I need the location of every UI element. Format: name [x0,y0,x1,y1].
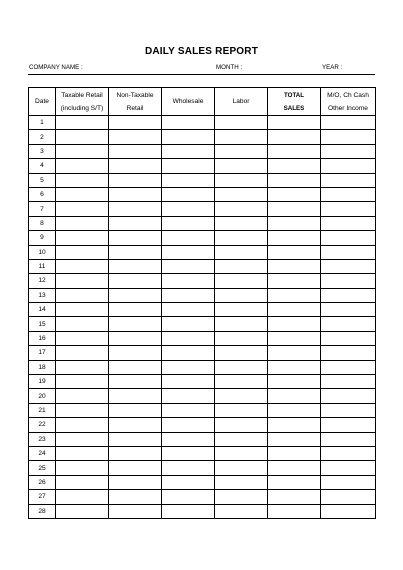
table-row [29,130,376,144]
entry-cell-wholesale[interactable] [162,159,215,173]
entry-cell-total-sales[interactable] [268,130,321,144]
column-header-other-income [321,88,376,116]
table-row [29,446,376,460]
entry-cell-non-taxable-retail[interactable] [109,245,162,259]
entry-cell-taxable-retail[interactable] [56,303,109,317]
entry-cell-non-taxable-retail[interactable] [109,288,162,302]
entry-cell-non-taxable-retail[interactable] [109,116,162,130]
entry-cell-total-sales[interactable] [268,317,321,331]
entry-cell-non-taxable-retail[interactable] [109,461,162,475]
entry-cell-labor[interactable] [215,432,268,446]
entry-cell-total-sales[interactable] [268,144,321,158]
column-header-wholesale [162,88,215,116]
entry-cell-other-income[interactable] [321,173,376,187]
entry-cell-labor[interactable] [215,303,268,317]
column-header-line1: Wholesale [172,98,204,105]
entry-cell-labor[interactable] [215,461,268,475]
column-header-line2: Other Income [328,104,368,112]
entry-cell-other-income[interactable] [321,159,376,173]
entry-cell-wholesale[interactable] [162,216,215,230]
table-row [29,389,376,403]
table-row [29,504,376,518]
table-row [29,490,376,504]
entry-cell-labor[interactable] [215,346,268,360]
entry-cell-wholesale[interactable] [162,389,215,403]
entry-cell-labor[interactable] [215,130,268,144]
sales-table [28,87,376,519]
entry-cell-labor[interactable] [215,202,268,216]
entry-cell-non-taxable-retail[interactable] [109,504,162,518]
entry-cell-non-taxable-retail[interactable] [109,231,162,245]
entry-cell-non-taxable-retail[interactable] [109,346,162,360]
entry-cell-non-taxable-retail[interactable] [109,274,162,288]
entry-cell-labor[interactable] [215,116,268,130]
entry-cell-taxable-retail[interactable] [56,159,109,173]
entry-cell-total-sales[interactable] [268,375,321,389]
entry-cell-non-taxable-retail[interactable] [109,446,162,460]
entry-cell-other-income[interactable] [321,403,376,417]
entry-cell-taxable-retail[interactable] [56,331,109,345]
entry-cell-taxable-retail[interactable] [56,475,109,489]
entry-cell-labor[interactable] [215,475,268,489]
column-header-line2: Retail [126,104,144,112]
entry-cell-total-sales[interactable] [268,303,321,317]
entry-cell-wholesale[interactable] [162,461,215,475]
table-row [29,259,376,273]
entry-cell-taxable-retail[interactable] [56,432,109,446]
entry-cell-labor[interactable] [215,173,268,187]
table-row [29,418,376,432]
entry-cell-wholesale[interactable] [162,446,215,460]
date-cell: 18 [29,360,56,374]
column-header-total-sales [268,88,321,116]
entry-cell-total-sales[interactable] [268,331,321,345]
entry-cell-taxable-retail[interactable] [56,504,109,518]
column-header-line1: TOTAL [283,91,305,99]
entry-cell-non-taxable-retail[interactable] [109,360,162,374]
date-cell: 17 [29,346,56,360]
entry-cell-other-income[interactable] [321,475,376,489]
entry-cell-total-sales[interactable] [268,187,321,201]
entry-cell-non-taxable-retail[interactable] [109,216,162,230]
date-cell: 5 [29,173,56,187]
table-body [29,116,376,519]
entry-cell-other-income[interactable] [321,461,376,475]
date-cell: 3 [29,144,56,158]
entry-cell-taxable-retail[interactable] [56,245,109,259]
date-cell: 15 [29,317,56,331]
entry-cell-other-income[interactable] [321,216,376,230]
table-row [29,187,376,201]
entry-cell-total-sales[interactable] [268,432,321,446]
entry-cell-other-income[interactable] [321,303,376,317]
date-cell: 13 [29,288,56,302]
entry-cell-wholesale[interactable] [162,403,215,417]
entry-cell-total-sales[interactable] [268,504,321,518]
column-header-line2: SALES [283,104,305,112]
entry-cell-taxable-retail[interactable] [56,274,109,288]
entry-cell-non-taxable-retail[interactable] [109,173,162,187]
entry-cell-labor[interactable] [215,159,268,173]
entry-cell-other-income[interactable] [321,432,376,446]
entry-cell-other-income[interactable] [321,490,376,504]
entry-cell-wholesale[interactable] [162,360,215,374]
entry-cell-labor[interactable] [215,418,268,432]
date-cell: 26 [29,475,56,489]
entry-cell-labor[interactable] [215,331,268,345]
entry-cell-wholesale[interactable] [162,375,215,389]
entry-cell-taxable-retail[interactable] [56,202,109,216]
entry-cell-taxable-retail[interactable] [56,403,109,417]
entry-cell-other-income[interactable] [321,288,376,302]
entry-cell-non-taxable-retail[interactable] [109,202,162,216]
table-row [29,159,376,173]
table-row [29,216,376,230]
table-row [29,432,376,446]
entry-cell-wholesale[interactable] [162,202,215,216]
table-row [29,331,376,345]
entry-cell-labor[interactable] [215,259,268,273]
entry-cell-total-sales[interactable] [268,346,321,360]
entry-cell-total-sales[interactable] [268,116,321,130]
entry-cell-non-taxable-retail[interactable] [109,130,162,144]
column-header-line1: Date [35,98,49,105]
column-header-line1: Taxable Retail [61,91,103,99]
entry-cell-non-taxable-retail[interactable] [109,144,162,158]
entry-cell-other-income[interactable] [321,274,376,288]
entry-cell-other-income[interactable] [321,245,376,259]
entry-cell-labor[interactable] [215,403,268,417]
entry-cell-taxable-retail[interactable] [56,446,109,460]
date-cell: 12 [29,274,56,288]
entry-cell-total-sales[interactable] [268,446,321,460]
date-cell: 8 [29,216,56,230]
table-row [29,461,376,475]
entry-cell-total-sales[interactable] [268,173,321,187]
entry-cell-labor[interactable] [215,187,268,201]
entry-cell-total-sales[interactable] [268,475,321,489]
entry-cell-total-sales[interactable] [268,288,321,302]
table-row [29,144,376,158]
table-row [29,274,376,288]
column-header-labor [215,88,268,116]
month-label: MONTH : [216,64,243,71]
entry-cell-other-income[interactable] [321,346,376,360]
entry-cell-wholesale[interactable] [162,130,215,144]
entry-cell-other-income[interactable] [321,130,376,144]
entry-cell-taxable-retail[interactable] [56,375,109,389]
entry-cell-total-sales[interactable] [268,159,321,173]
entry-cell-non-taxable-retail[interactable] [109,303,162,317]
entry-cell-labor[interactable] [215,216,268,230]
date-cell: 10 [29,245,56,259]
entry-cell-wholesale[interactable] [162,274,215,288]
entry-cell-non-taxable-retail[interactable] [109,432,162,446]
table-row [29,173,376,187]
entry-cell-non-taxable-retail[interactable] [109,187,162,201]
date-cell: 28 [29,504,56,518]
company-name-label: COMPANY NAME : [29,64,83,71]
date-cell: 16 [29,331,56,345]
entry-cell-wholesale[interactable] [162,475,215,489]
date-cell: 9 [29,231,56,245]
column-header-date [29,88,56,116]
entry-cell-total-sales[interactable] [268,389,321,403]
entry-cell-wholesale[interactable] [162,346,215,360]
date-cell: 19 [29,375,56,389]
date-cell: 14 [29,303,56,317]
table-row [29,317,376,331]
date-cell: 27 [29,490,56,504]
entry-cell-taxable-retail[interactable] [56,216,109,230]
table-row [29,346,376,360]
date-cell: 21 [29,403,56,417]
entry-cell-other-income[interactable] [321,116,376,130]
entry-cell-wholesale[interactable] [162,418,215,432]
entry-cell-taxable-retail[interactable] [56,360,109,374]
table-row [29,375,376,389]
entry-cell-wholesale[interactable] [162,144,215,158]
entry-cell-other-income[interactable] [321,446,376,460]
entry-cell-total-sales[interactable] [268,231,321,245]
entry-cell-wholesale[interactable] [162,490,215,504]
entry-cell-taxable-retail[interactable] [56,389,109,403]
entry-cell-wholesale[interactable] [162,231,215,245]
entry-cell-labor[interactable] [215,231,268,245]
entry-cell-non-taxable-retail[interactable] [109,375,162,389]
entry-cell-other-income[interactable] [321,331,376,345]
entry-cell-total-sales[interactable] [268,418,321,432]
entry-cell-non-taxable-retail[interactable] [109,475,162,489]
entry-cell-non-taxable-retail[interactable] [109,490,162,504]
date-cell: 2 [29,130,56,144]
entry-cell-other-income[interactable] [321,375,376,389]
entry-cell-wholesale[interactable] [162,303,215,317]
entry-cell-total-sales[interactable] [268,216,321,230]
date-cell: 4 [29,159,56,173]
entry-cell-taxable-retail[interactable] [56,490,109,504]
entry-cell-labor[interactable] [215,317,268,331]
table-row [29,288,376,302]
entry-cell-taxable-retail[interactable] [56,418,109,432]
date-cell: 22 [29,418,56,432]
entry-cell-non-taxable-retail[interactable] [109,331,162,345]
column-header-line1: Labor [232,98,250,105]
table-row [29,202,376,216]
entry-cell-taxable-retail[interactable] [56,173,109,187]
entry-cell-other-income[interactable] [321,389,376,403]
entry-cell-labor[interactable] [215,360,268,374]
entry-cell-labor[interactable] [215,504,268,518]
entry-cell-wholesale[interactable] [162,245,215,259]
entry-cell-taxable-retail[interactable] [56,130,109,144]
entry-cell-taxable-retail[interactable] [56,187,109,201]
entry-cell-taxable-retail[interactable] [56,461,109,475]
table-row [29,360,376,374]
column-header-line1: M/O, Ch Cash [327,91,369,99]
entry-cell-labor[interactable] [215,490,268,504]
date-cell: 23 [29,432,56,446]
entry-cell-wholesale[interactable] [162,331,215,345]
column-header-line2: (including S/T) [60,104,104,112]
entry-cell-taxable-retail[interactable] [56,317,109,331]
entry-cell-non-taxable-retail[interactable] [109,389,162,403]
entry-cell-labor[interactable] [215,274,268,288]
entry-cell-total-sales[interactable] [268,403,321,417]
entry-cell-total-sales[interactable] [268,259,321,273]
table-row [29,116,376,130]
entry-cell-taxable-retail[interactable] [56,288,109,302]
entry-cell-non-taxable-retail[interactable] [109,317,162,331]
entry-cell-taxable-retail[interactable] [56,259,109,273]
entry-cell-wholesale[interactable] [162,504,215,518]
entry-cell-other-income[interactable] [321,187,376,201]
entry-cell-total-sales[interactable] [268,202,321,216]
date-cell: 7 [29,202,56,216]
column-header-line1: Non-Taxable [116,91,154,99]
entry-cell-other-income[interactable] [321,504,376,518]
entry-cell-taxable-retail[interactable] [56,116,109,130]
entry-cell-total-sales[interactable] [268,274,321,288]
entry-cell-wholesale[interactable] [162,432,215,446]
entry-cell-taxable-retail[interactable] [56,144,109,158]
entry-cell-other-income[interactable] [321,317,376,331]
table-header-row [29,88,376,116]
entry-cell-wholesale[interactable] [162,187,215,201]
year-label: YEAR : [322,64,343,71]
date-cell: 24 [29,446,56,460]
table-row [29,403,376,417]
entry-cell-taxable-retail[interactable] [56,231,109,245]
entry-cell-wholesale[interactable] [162,116,215,130]
entry-cell-other-income[interactable] [321,418,376,432]
entry-cell-wholesale[interactable] [162,173,215,187]
entry-cell-labor[interactable] [215,389,268,403]
date-cell: 1 [29,116,56,130]
date-cell: 20 [29,389,56,403]
date-cell: 11 [29,259,56,273]
entry-cell-other-income[interactable] [321,360,376,374]
date-cell: 25 [29,461,56,475]
table-row [29,245,376,259]
entry-cell-taxable-retail[interactable] [56,346,109,360]
report-meta-row [28,64,375,75]
entry-cell-other-income[interactable] [321,231,376,245]
entry-cell-total-sales[interactable] [268,360,321,374]
entry-cell-labor[interactable] [215,375,268,389]
entry-cell-wholesale[interactable] [162,288,215,302]
entry-cell-non-taxable-retail[interactable] [109,259,162,273]
entry-cell-total-sales[interactable] [268,245,321,259]
entry-cell-total-sales[interactable] [268,461,321,475]
entry-cell-wholesale[interactable] [162,259,215,273]
entry-cell-labor[interactable] [215,245,268,259]
entry-cell-non-taxable-retail[interactable] [109,159,162,173]
entry-cell-labor[interactable] [215,288,268,302]
table-row [29,231,376,245]
report-title: DAILY SALES REPORT [144,46,259,57]
entry-cell-other-income[interactable] [321,259,376,273]
column-header-non-taxable-retail [109,88,162,116]
entry-cell-non-taxable-retail[interactable] [109,403,162,417]
date-cell: 6 [29,187,56,201]
entry-cell-non-taxable-retail[interactable] [109,418,162,432]
entry-cell-labor[interactable] [215,144,268,158]
entry-cell-other-income[interactable] [321,144,376,158]
table-row [29,475,376,489]
entry-cell-labor[interactable] [215,446,268,460]
entry-cell-other-income[interactable] [321,202,376,216]
entry-cell-total-sales[interactable] [268,490,321,504]
column-header-taxable-retail [56,88,109,116]
table-row [29,303,376,317]
entry-cell-wholesale[interactable] [162,317,215,331]
